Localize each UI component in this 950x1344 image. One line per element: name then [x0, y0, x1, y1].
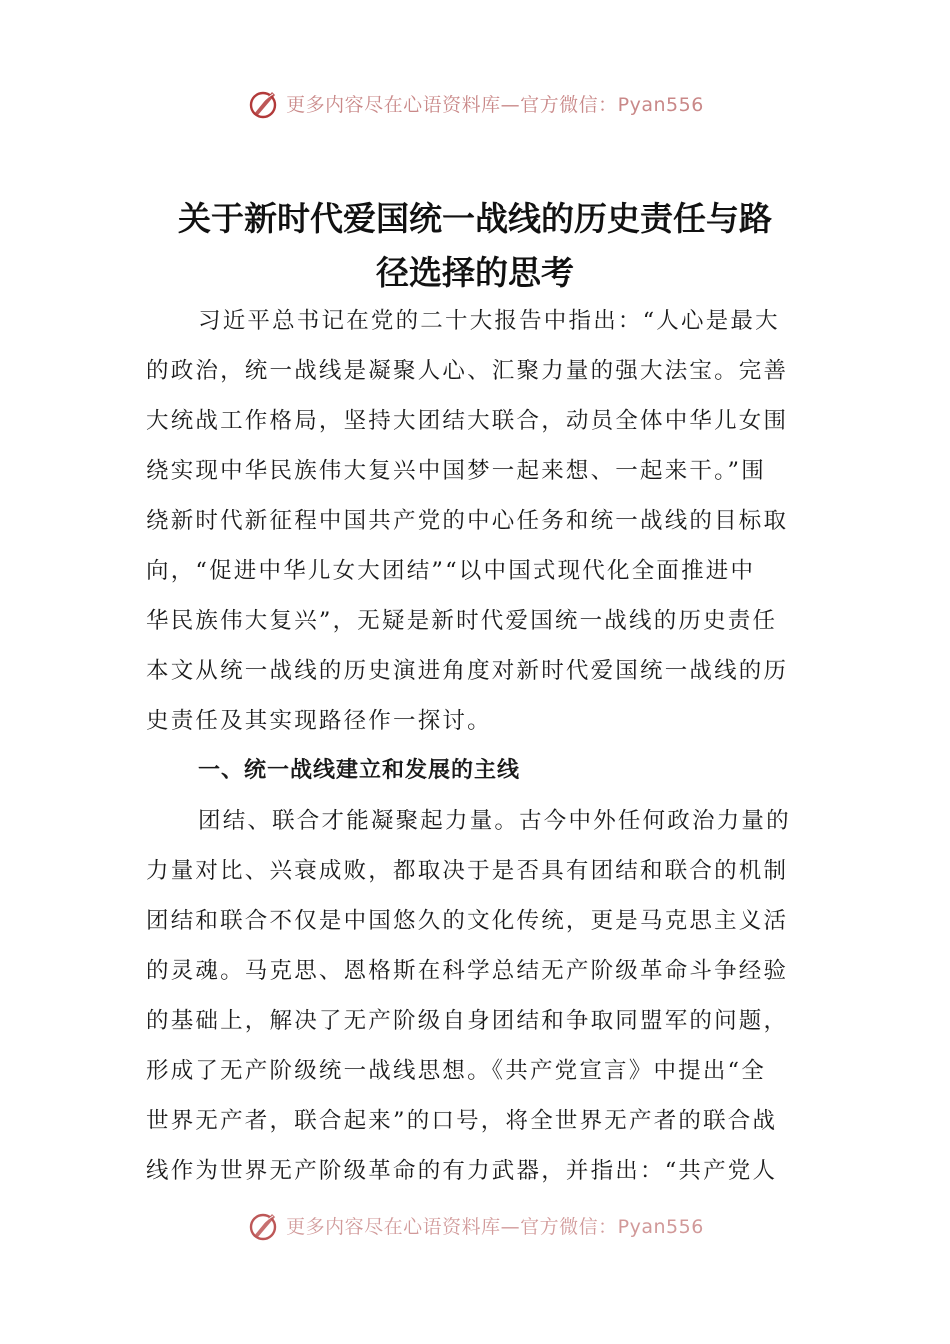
paragraph-line: 向，“促进中华儿女大团结”“以中国式现代化全面推进中 [146, 558, 756, 584]
paragraph-line: 线作为世界无产阶级革命的有力武器，并指出：“共产党人 [146, 1158, 778, 1184]
title-line: 关于新时代爱国统一战线的历史责任与路 [178, 199, 772, 238]
paragraph-line: 的灵魂。马克思、恩格斯在科学总结无产阶级革命斗争经验 [146, 958, 789, 984]
paragraph-line: 力量对比、兴衰成败，都取决于是否具有团结和联合的机制 [146, 858, 789, 884]
paragraph-line: 的基础上，解决了无产阶级自身团结和争取同盟军的问题， [146, 1008, 789, 1034]
paragraph-line: 的政治，统一战线是凝聚人心、汇聚力量的强大法宝。完善 [146, 358, 789, 384]
paragraph-line: 团结和联合不仅是中国悠久的文化传统，更是马克思主义活 [146, 908, 789, 934]
watermark-text: 更多内容尽在心语资料库—官方微信：Pyan556 [286, 93, 704, 116]
footer-watermark [0, 1208, 950, 1242]
title-line: 径选择的思考 [376, 253, 574, 292]
quill-pen-logo-icon [246, 86, 280, 120]
paragraph-line: 形成了无产阶级统一战线思想。《共产党宣言》中提出“全 [146, 1058, 766, 1084]
paragraph-line: 世界无产者，联合起来”的口号，将全世界无产者的联合战 [146, 1108, 778, 1134]
paragraph-line: 团结、联合才能凝聚起力量。古今中外任何政治力量的 [198, 808, 791, 834]
section-heading: 一、统一战线建立和发展的主线 [198, 758, 521, 783]
header-watermark [0, 86, 950, 120]
paragraph-line: 大统战工作格局，坚持大团结大联合，动员全体中华儿女围 [146, 408, 789, 434]
document-body [146, 296, 808, 1196]
paragraph-line: 绕实现中华民族伟大复兴中国梦一起来想、一起来干。”围 [146, 458, 766, 484]
quill-pen-logo-icon [246, 1208, 280, 1242]
paragraph-line: 本文从统一战线的历史演进角度对新时代爱国统一战线的历 [146, 658, 789, 684]
paragraph-line: 绕新时代新征程中国共产党的中心任务和统一战线的目标取 [146, 508, 789, 534]
paragraph-line: 习近平总书记在党的二十大报告中指出：“人心是最大 [198, 308, 780, 334]
paragraph-line: 华民族伟大复兴”，无疑是新时代爱国统一战线的历史责任 [146, 608, 778, 634]
watermark-text: 更多内容尽在心语资料库—官方微信：Pyan556 [286, 1215, 704, 1238]
document-title [130, 192, 820, 300]
paragraph-line: 史责任及其实现路径作一探讨。 [146, 708, 492, 734]
